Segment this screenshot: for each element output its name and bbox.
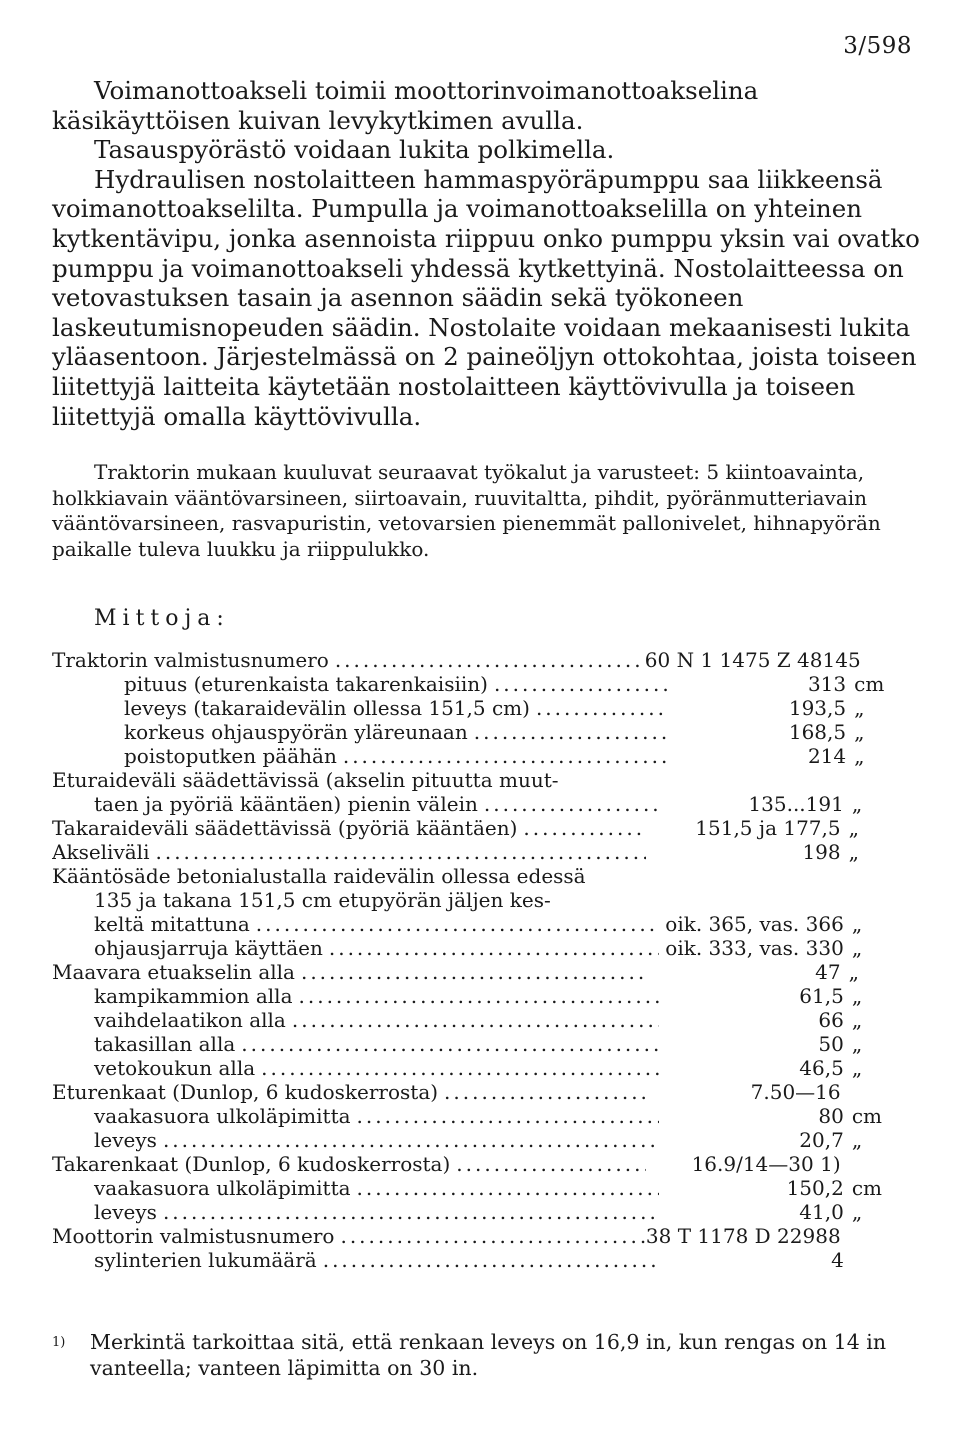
spec-row	[52, 1224, 914, 1248]
spec-row	[52, 1008, 914, 1032]
spec-row	[52, 720, 914, 744]
spec-value: 150,2	[786, 1176, 844, 1200]
spec-row	[52, 1176, 914, 1200]
tools-section	[52, 460, 924, 562]
spec-label: kampikammion alla .....	[52, 984, 659, 1008]
spec-unit: „	[851, 1008, 863, 1032]
spec-value: 214	[807, 744, 847, 768]
dot-leader	[494, 672, 668, 696]
spec-label: korkeus ohjauspyörän yläreunaan .....	[52, 720, 668, 744]
spec-row	[52, 1032, 914, 1056]
dot-leader	[292, 1008, 659, 1032]
dot-leader	[301, 960, 646, 984]
spec-label: Maavara etuakselin alla .....	[52, 960, 646, 984]
spec-row	[52, 960, 914, 984]
spec-row	[52, 1248, 914, 1272]
spec-row	[52, 1200, 914, 1224]
spec-label: pituus (eturenkaista takarenkaisiin) .....	[52, 672, 668, 696]
spec-row	[52, 840, 914, 864]
dot-leader	[357, 1176, 660, 1200]
spec-label: poistoputken päähän .....	[52, 744, 668, 768]
spec-value: 41,0	[799, 1200, 844, 1224]
spec-value: 4	[831, 1248, 844, 1272]
dot-leader	[323, 1248, 659, 1272]
dot-leader	[163, 1128, 659, 1152]
spec-row	[52, 936, 914, 960]
spec-row	[52, 792, 914, 816]
spec-unit: „	[848, 960, 859, 984]
dot-leader	[256, 912, 659, 936]
spec-row	[52, 696, 914, 720]
dot-leader	[299, 984, 660, 1008]
spec-row	[52, 864, 914, 888]
spec-label: Eturenkaat (Dunlop, 6 kudoskerrosta) .....	[52, 1080, 646, 1104]
spec-label: takasillan alla .....	[52, 1032, 659, 1056]
paragraph-pto: Voimanottoakseli toimii moottorinvoimanottoakselina käsikäyttöisen kuivan levykytkimen avulla.	[52, 76, 759, 135]
spec-value: 46,5	[799, 1056, 844, 1080]
spec-value: oik. 333, vas. 330	[665, 936, 844, 960]
spec-row	[52, 912, 914, 936]
spec-row	[52, 984, 914, 1008]
spec-value: 38 T 1178 D 22988	[645, 1224, 841, 1248]
spec-value: 151,5 ja 177,5	[695, 816, 841, 840]
spec-unit: „	[851, 792, 863, 816]
spec-value: 168,5	[788, 720, 847, 744]
dot-leader	[340, 1224, 645, 1248]
spec-label: Traktorin valmistusnumero .....	[52, 648, 645, 672]
spec-label: 135 ja takana 151,5 cm etupyörän jäljen kes-	[94, 888, 551, 912]
spec-label: vetokoukun alla .....	[52, 1056, 659, 1080]
footnote	[52, 1330, 918, 1381]
dot-leader	[163, 1200, 659, 1224]
spec-row	[52, 768, 914, 792]
spec-value: 61,5	[799, 984, 844, 1008]
spec-unit: „	[851, 912, 863, 936]
spec-unit: „	[851, 1032, 863, 1056]
dot-leader	[155, 840, 646, 864]
spec-label: Kääntösäde betonialustalla raidevälin ollessa edessä	[52, 864, 586, 888]
spec-unit: „	[851, 984, 863, 1008]
dot-leader	[474, 720, 669, 744]
spec-unit: cm	[851, 1104, 882, 1128]
spec-row	[52, 1080, 914, 1104]
spec-row	[52, 1128, 914, 1152]
spec-row	[52, 888, 914, 912]
spec-value: oik. 365, vas. 366	[665, 912, 844, 936]
dot-leader	[261, 1056, 659, 1080]
spec-row	[52, 744, 914, 768]
spec-unit: cm	[854, 672, 885, 696]
spec-unit: „	[854, 720, 865, 744]
dot-leader	[343, 744, 668, 768]
spec-row	[52, 648, 914, 672]
spec-label: vaakasuora ulkoläpimitta .....	[52, 1104, 659, 1128]
spec-label: sylinterien lukumäärä .....	[52, 1248, 659, 1272]
dot-leader	[536, 696, 668, 720]
footnote-mark: 1)	[52, 1335, 66, 1350]
footnote-text: Merkintä tarkoittaa sitä, että renkaan leveys on 16,9 in, kun rengas on 14 in vanteella; vanteen läpimitta on 30 in.	[90, 1330, 887, 1380]
section-heading: Mittoja:	[94, 606, 230, 631]
spec-label: leveys (takaraidevälin ollessa 151,5 cm) .....	[52, 696, 668, 720]
spec-value: 7.50—16	[750, 1080, 841, 1104]
dot-leader	[444, 1080, 646, 1104]
spec-row	[52, 672, 914, 696]
dot-leader	[329, 936, 659, 960]
spec-value: 16.9/14—30 1)	[691, 1152, 841, 1176]
spec-label: vaihdelaatikon alla .....	[52, 1008, 659, 1032]
dot-leader	[357, 1104, 660, 1128]
paragraph-tools: Traktorin mukaan kuuluvat seuraavat työkalut ja varusteet: 5 kiintoavainta, holkkiavain vääntövarsineen, siirtoavain, ruuvitaltta, pihdit, pyöränmutteriavain vääntövarsineen, rasvapuristin, vetovarsien pienemmät pallonivelet, hihnapyörän paikalle tuleva luukku ja riippulukko.	[52, 460, 881, 561]
spec-unit: „	[851, 1128, 863, 1152]
spec-row	[52, 1056, 914, 1080]
spec-label: Takaraideväli säädettävissä (pyöriä kääntäen) .....	[52, 816, 646, 840]
spec-label: vaakasuora ulkoläpimitta .....	[52, 1176, 659, 1200]
dot-leader	[335, 648, 645, 672]
spec-value: 50	[818, 1032, 844, 1056]
spec-unit: „	[848, 840, 859, 864]
spec-row	[52, 1104, 914, 1128]
spec-value: 20,7	[799, 1128, 844, 1152]
spec-label: leveys .....	[52, 1128, 659, 1152]
spec-label: Akseliväli .....	[52, 840, 646, 864]
spec-row	[52, 816, 914, 840]
spec-value: 60 N 1 1475 Z 48145	[644, 648, 861, 672]
dot-leader	[241, 1032, 659, 1056]
spec-unit: „	[851, 1056, 863, 1080]
spec-value: 193,5	[788, 696, 847, 720]
dot-leader	[523, 816, 646, 840]
spec-value: 66	[818, 1008, 844, 1032]
spec-value: 80	[818, 1104, 844, 1128]
spec-label: ohjausjarruja käyttäen .....	[52, 936, 659, 960]
spec-label: keltä mitattuna .....	[52, 912, 659, 936]
spec-unit: cm	[851, 1176, 882, 1200]
spec-label: taen ja pyöriä kääntäen) pienin välein .....	[52, 792, 659, 816]
spec-value: 313	[807, 672, 847, 696]
specs-table	[52, 648, 914, 1272]
spec-value: 198	[802, 840, 841, 864]
spec-unit: „	[854, 744, 865, 768]
spec-label: Moottorin valmistusnumero .....	[52, 1224, 646, 1248]
page-number: 3/598	[843, 33, 912, 59]
spec-unit: „	[851, 936, 863, 960]
paragraph-hydraulics: Hydraulisen nostolaitteen hammaspyöräpumppu saa liikkeensä voimanottoakselilta. Pumpulla ja voimanottoakselilla on yhteinen kytkentävipu, jonka asennoista riippuu onko pumppu yksin vai ovatko pumppu ja voimanottoakseli yhdessä kytkettyinä. Nostolaitteessa on vetovastuksen tasain ja asennon säädin sekä työkoneen laskeutumisnopeuden säädin. Nostolaite voidaan mekaanisesti lukita yläasentoon. Järjestelmässä on 2 paineöljyn ottokohtaa, joista toiseen liitettyjä laitteita käytetään nostolaitteen käyttövivulla ja toiseen liitettyjä omalla käyttövivulla.	[52, 164, 920, 431]
dot-leader	[456, 1152, 646, 1176]
paragraph-differential: Tasauspyörästö voidaan lukita polkimella.	[94, 135, 615, 165]
spec-label: leveys .....	[52, 1200, 659, 1224]
spec-label: Eturaideväli säädettävissä (akselin pituutta muut-	[52, 768, 559, 792]
spec-value: 135...191	[748, 792, 844, 816]
spec-unit: „	[848, 816, 859, 840]
dot-leader	[484, 792, 659, 816]
spec-row	[52, 1152, 914, 1176]
spec-label: Takarenkaat (Dunlop, 6 kudoskerrosta) .....	[52, 1152, 646, 1176]
spec-unit: „	[851, 1200, 863, 1224]
spec-value: 47	[815, 960, 841, 984]
spec-unit: „	[854, 696, 865, 720]
body-text	[52, 76, 924, 431]
